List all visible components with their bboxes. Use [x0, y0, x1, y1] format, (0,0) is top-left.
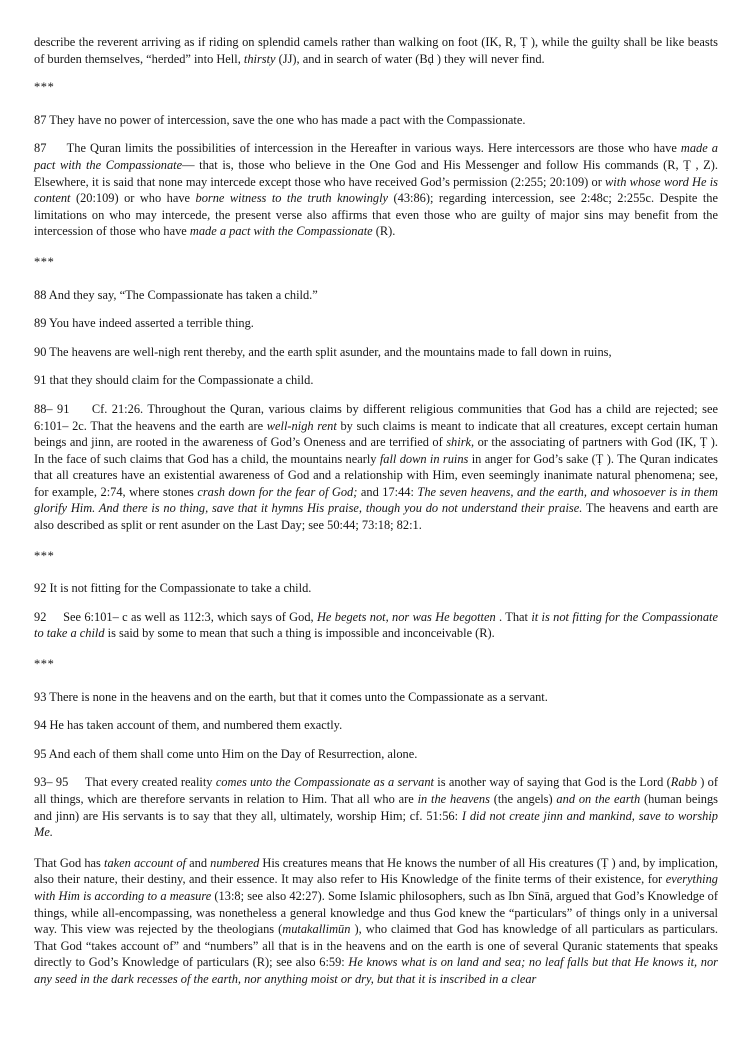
text-column — [34, 34, 718, 988]
section-separator: *** — [34, 254, 55, 269]
verse-92: 92 It is not fitting for the Compassionate to take a child. — [34, 581, 312, 596]
section-separator: *** — [34, 657, 55, 672]
verse-89: 89 You have indeed asserted a terrible thing. — [34, 316, 254, 331]
commentary-92: 92 See 6:101– c as well as 112:3, which says of God, He begets not, nor was He begotten . That it is not fitting for the Compassionate to take a child is said by some to mean that such a thing is impossible and inconceivable (R). — [34, 609, 719, 641]
verse-94: 94 He has taken account of them, and numbered them exactly. — [34, 718, 343, 733]
verse-93: 93 There is none in the heavens and on the earth, but that it comes unto the Compassionate as a servant. — [34, 689, 548, 704]
commentary-88-91: 88– 91 Cf. 21:26. Throughout the Quran, various claims by different religious communities that God has a child are rejected; see 6:101– 2c. That the heavens and the earth are well-nigh rent by such claims is meant to indicate that all creatures, except certain human beings and jinn, are rooted in the awareness of God’s Oneness and are terrified of shirk, or the associating of partners with God (IK, Ṭ ). In the face of such claims that God has a child, the mountains nearly fall down in ruins in anger for God’s sake (Ṭ ). The Quran indicates that all creatures have an existential awareness of God and a relationship with Him, even seemingly inanimate natural phenomena; see, for example, 2:74, where stones crash down for the fear of God; and 17:44: The seven heavens, and the earth, and whosoever is in them glorify Him. And there is no thing, save that it hymns His praise, though you do not understand their praise. The heavens and earth are also described as split or rent asunder on the Last Day; see 50:44; 73:18; 82:1. — [34, 401, 719, 533]
commentary-93-95: 93– 95 That every created reality comes unto the Compassionate as a servant is another way of saying that God is the Lord (Rabb ) of all things, which are therefore servants in relation to Him. That all who are in the heavens (the angels) and on the earth (human beings and jinn) are His servants is to say that they all, ultimately, worship Him; cf. 51:56: I did not create jinn and mankind, save to worship Me. — [34, 775, 718, 840]
verse-91: 91 that they should claim for the Compassionate a child. — [34, 373, 314, 388]
commentary-93-95-continued: That God has taken account of and numbered His creatures means that He knows the number of all His creatures (Ṭ ) and, by implication, also their nature, their destiny, and their essence. It may also refer to His Knowledge of the finite terms of their existence, for everything with Him is according to a measure (13:8; see also 42:27). Some Islamic philosophers, such as Ibn Sīnā, argued that God’s Knowledge of things, while all-encompassing, was nonetheless a general knowledge and thus God knew the “particulars” of things only in a universal way. This view was rejected by the theologians (mutakallimūn ), who claimed that God has knowledge of all particulars as particulars. That God “takes account of” and “numbers” all that is in the heavens and on the earth is one of several Quranic statements that speaks directly to God’s Knowledge of particulars (R); see also 6:59: He knows what is on land and sea; no leaf falls but that He knows it, nor any seed in the dark recesses of the earth, nor anything moist or dry, but that it is inscribed in a clear — [34, 855, 719, 986]
verse-90: 90 The heavens are well-nigh rent thereby, and the earth split asunder, and the mountains made to fall down in ruins, — [34, 344, 612, 359]
verse-87: 87 They have no power of intercession, save the one who has made a pact with the Compassionate. — [34, 112, 526, 127]
section-separator: *** — [34, 548, 55, 563]
paragraph-body-continuation: describe the reverent arriving as if riding on splendid camels rather than walking on foot (IK, R, Ṭ ), while the guilty shall be like beasts of burden themselves, “herded” into Hell, thirsty (JJ), and in search of water (Bḍ ) they will never find. — [34, 35, 718, 66]
commentary-87: 87 The Quran limits the possibilities of intercession in the Hereafter in various ways. Here intercessors are those who have made a pact with the Compassionate— that is, those who believe in the One God and His Messenger and follow His commands (R, Ṭ , Z). Elsewhere, it is said that none may intercede except those who have received God’s permission (2:255; 20:109) or with whose word He is content (20:109) or who have borne witness to the truth knowingly (43:86); regarding intercession, see 2:48c; 2:255c. Despite the limitations on who may intercede, the present verse also affirms that even those who are guilty of major sins may benefit from the intercession of those who have made a pact with the Compassionate (R). — [34, 141, 718, 239]
section-separator: *** — [34, 80, 55, 95]
verse-95: 95 And each of them shall come unto Him on the Day of Resurrection, alone. — [34, 746, 418, 761]
verse-88: 88 And they say, “The Compassionate has taken a child.” — [34, 287, 318, 302]
